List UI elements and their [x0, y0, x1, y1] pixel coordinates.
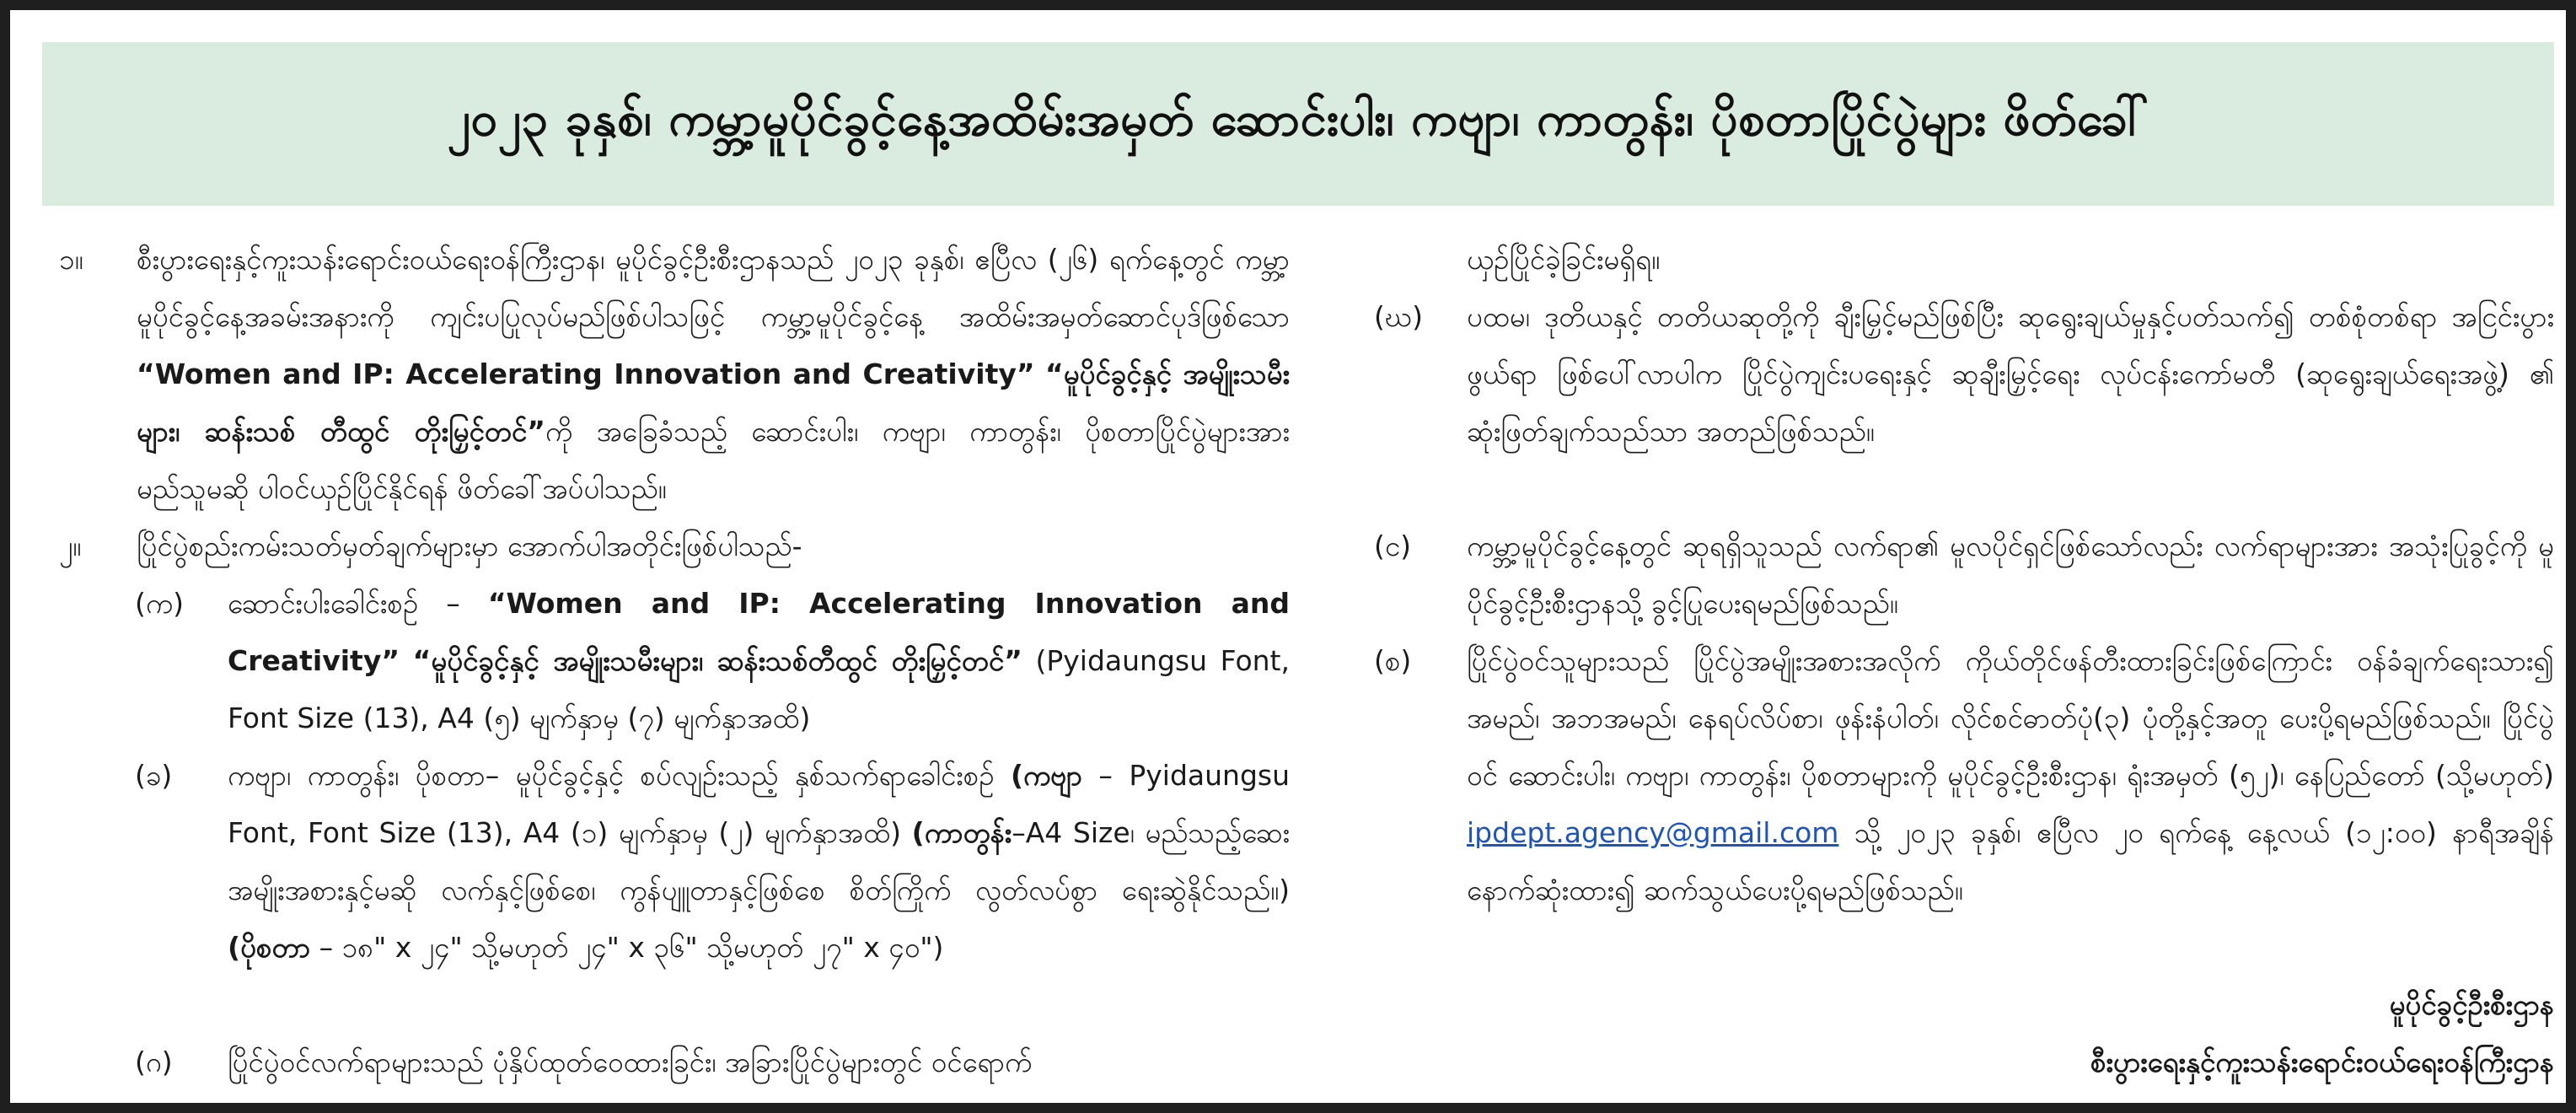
ministry-name: စီးပွားရေးနှင့်ကူးသန်းရောင်းဝယ်ရေးဝန်ကြီးဌာန [2090, 1046, 2554, 1078]
article-format: (Pyidaungsu Font, Font Size (13), A4 (၅) မျက်နှာမှ (၇) မျက်နှာအထိ) [228, 644, 1290, 734]
clause-kha [59, 747, 1290, 1034]
paragraph-number: ၂။ [59, 530, 82, 562]
clause-ga [59, 1034, 1290, 1091]
email-link[interactable]: ipdept.agency@gmail.com [1467, 816, 1839, 849]
submission-deadline: သို့ ၂၀၂၃ ခုနှစ်၊ ဧပြီလ ၂၀ ရက်နေ့ နေ့လယ် (၁၂:၀၀) နာရီအချိန် နောက်ဆုံးထား၍ ဆက်သွယ်ပေးပို့ရမည်ဖြစ်သည်။ [1467, 816, 2554, 906]
right-column [1374, 231, 2554, 1091]
english-theme: “Women and IP: Accelerating Innovation and Creativity” [228, 587, 1290, 677]
clause-text: ယှဉ်ပြိုင်ခဲ့ခြင်းမရှိရ။ [1467, 243, 1661, 276]
submission-instructions: ပြိုင်ပွဲဝင်သူများသည် ပြိုင်ပွဲအမျိုးအစားအလိုက် ကိုယ်တိုင်ဖန်တီးထားခြင်းဖြစ်ကြောင်း ဝန်ခံချက်ရေးသား၍ အမည်၊ အဘအမည်၊ နေရပ်လိပ်စာ၊ ဖုန်းနံပါတ်၊ လိုင်စင်ဓာတ်ပုံ(၃) ပုံတို့နှင့်အတူ ပေးပို့ရမည်ဖြစ်သည်။ ပြိုင်ပွဲဝင် ဆောင်းပါး၊ ကဗျာ၊ ကာတွန်း၊ ပိုစတာများကို မူပိုင်ခွင့်ဦးစီးဌာန၊ ရုံးအမှတ် (၅၂)၊ နေပြည်တော် (သို့မဟုတ်) [1467, 644, 2554, 792]
clause-gha [1374, 288, 2554, 518]
clause-text: ကမ္ဘာ့မူပိုင်ခွင့်နေ့တွင် ဆုရရှိသူသည် လက်ရာ၏ မူလပိုင်ရှင်ဖြစ်သော်လည်း လက်ရာများအား အသုံးပြုခွင့်ကို မူပိုင်ခွင့်ဦးစီးဌာနသို့ ခွင့်ပြုပေးရမည်ဖြစ်သည်။ [1467, 530, 2554, 620]
title-banner [42, 42, 2554, 206]
english-theme: “Women and IP: Accelerating Innovation and Creativity” [137, 358, 1035, 390]
clause-number: (က) [135, 587, 185, 620]
article-title-label: ဆောင်းပါးခေါင်းစဉ် – [228, 587, 460, 620]
paragraph-1-end: ကို အခြေခံသည့် ဆောင်းပါး၊ ကဗျာ၊ ကာတွန်း၊ ပိုစတာပြိုင်ပွဲများအား မည်သူမဆို ပါဝင်ယှဉ်ပြိုင်နိုင်ရန် ဖိတ်ခေါ်အပ်ပါသည်။ [137, 415, 1290, 505]
clause-number: (ခ) [135, 759, 173, 792]
myanmar-theme: “မူပိုင်ခွင့်နှင့် အမျိုးသမီးများ၊ ဆန်းသစ် တီထွင် တိုးမြှင့်တင်” [137, 358, 1290, 448]
poem-format: – Pyidaungsu Font, Font Size (13), A4 (၁) မျက်နှာမှ (၂) မျက်နှာအထိ) [228, 759, 1290, 849]
department-name: မူပိုင်ခွင့်ဦးစီးဌာန [2389, 988, 2554, 1021]
cartoon-label: (ကာတွန်း [911, 816, 1012, 849]
paragraph-number: ၁။ [59, 243, 83, 276]
clause-ka [59, 575, 1290, 747]
page-title: ၂၀၂၃ ခုနှစ်၊ ကမ္ဘာ့မူပိုင်ခွင့်နေ့အထိမ်းအမှတ် ဆောင်းပါး၊ ကဗျာ၊ ကာတွန်း၊ ပိုစတာပြိုင်ပွဲများ ဖိတ်ခေါ် [447, 92, 2149, 147]
clause-sa [1374, 632, 2554, 976]
clause-number: (ဂ) [135, 1046, 173, 1078]
clause-text [228, 747, 1290, 976]
paragraph-text: ပြိုင်ပွဲစည်းကမ်းသတ်မှတ်ချက်များမှာ အောက်ပါအတိုင်းဖြစ်ပါသည်- [137, 530, 802, 562]
paragraph-text [137, 231, 1290, 518]
clause-ga-continued [1374, 231, 2554, 288]
clause-text: ပထမ၊ ဒုတိယနှင့် တတိယဆုတို့ကို ချီးမြှင့်မည်ဖြစ်ပြီး ဆုရွေးချယ်မှုနှင့်ပတ်သက်၍ တစ်စုံတစ်ရာ အငြင်းပွားဖွယ်ရာ ဖြစ်ပေါ်လာပါက ပြိုင်ပွဲကျင်းပရေးနှင့် ဆုချီးမြှင့်ရေး လုပ်ငန်းကော်မတီ (ဆုရွေးချယ်ရေးအဖွဲ့) ၏ ဆုံးဖြတ်ချက်သည်သာ အတည်ဖြစ်သည်။ [1467, 300, 2554, 448]
clause-number: (စ) [1374, 644, 1412, 677]
clause-number: (င) [1374, 530, 1412, 562]
signature-block [1374, 976, 2554, 1091]
clause-nga [1374, 518, 2554, 632]
paragraph-1-intro: စီးပွားရေးနှင့်ကူးသန်းရောင်းဝယ်ရေးဝန်ကြီးဌာန၊ မူပိုင်ခွင့်ဦးစီးဌာနသည် ၂၀၂၃ ခုနှစ်၊ ဧပြီလ (၂၆) ရက်နေ့တွင် ကမ္ဘာ့မူပိုင်ခွင့်နေ့အခမ်းအနားကို ကျင်းပပြုလုပ်မည်ဖြစ်ပါသဖြင့် ကမ္ဘာ့မူပိုင်ခွင့်နေ့ အထိမ်းအမှတ်ဆောင်ပုဒ်ဖြစ်သော [137, 243, 1290, 333]
clause-number: (ဃ) [1374, 300, 1423, 333]
paragraph-2 [59, 518, 1290, 575]
clause-kha-intro: ကဗျာ၊ ကာတွန်း၊ ပိုစတာ– မူပိုင်ခွင့်နှင့် စပ်လျဉ်းသည့် နှစ်သက်ရာခေါင်းစဉ် [228, 759, 995, 792]
poster-label: (ပိုစတာ [228, 931, 311, 964]
myanmar-theme: “မူပိုင်ခွင့်နှင့် အမျိုးသမီးများ၊ ဆန်းသစ်တီထွင် တိုးမြှင့်တင်” [412, 644, 1022, 677]
poem-label: (ကဗျာ [1010, 759, 1082, 792]
paragraph-1 [59, 231, 1290, 518]
poster-format: – ၁၈" x ၂၄" သို့မဟုတ် ၂၄" x ၃၆" သို့မဟုတ် ၂၇" x ၄၀") [319, 931, 944, 964]
left-column [59, 231, 1290, 1091]
clause-text [228, 575, 1290, 747]
cartoon-format: –A4 Size၊ မည်သည့်ဆေးအမျိုးအစားနှင့်မဆို လက်နှင့်ဖြစ်စေ၊ ကွန်ပျူတာနှင့်ဖြစ်စေ စိတ်ကြိုက် လွတ်လပ်စွာ ရေးဆွဲနိုင်သည်။) [228, 816, 1290, 906]
clause-text [1467, 632, 2554, 919]
clause-text: ပြိုင်ပွဲဝင်လက်ရာများသည် ပုံနှိပ်ထုတ်ဝေထားခြင်း၊ အခြားပြိုင်ပွဲများတွင် ဝင်ရောက် [228, 1046, 1033, 1078]
